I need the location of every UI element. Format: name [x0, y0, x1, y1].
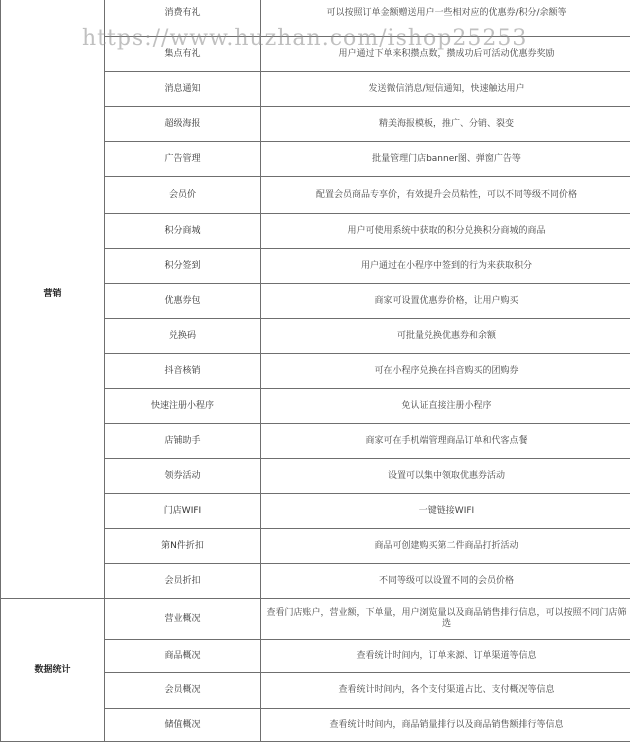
watermark: https://www.huzhan.com/ishop25253: [82, 26, 528, 51]
feature-cell: 商品概况: [105, 640, 261, 673]
feature-cell: 优惠券包: [105, 284, 261, 319]
table-row: [1, 0, 630, 37]
description-cell: 商家可设置优惠券价格，让用户购买: [261, 284, 630, 319]
feature-cell: 快速注册小程序: [105, 389, 261, 424]
description-cell: 查看统计时间内，订单来源、订单渠道等信息: [261, 640, 630, 673]
description-cell: 发送微信消息/短信通知，快速触达用户: [261, 72, 630, 107]
table-row: [1, 599, 630, 640]
description-cell: 商品可创建购买第二件商品打折活动: [261, 529, 630, 564]
description-cell: 精美海报模板，推广、分销、裂变: [261, 107, 630, 142]
feature-cell: 第N件折扣: [105, 529, 261, 564]
feature-cell: 超级海报: [105, 107, 261, 142]
feature-cell: 营业概况: [105, 599, 261, 640]
description-cell: 查看统计时间内，商品销量排行以及商品销售额排行等信息: [261, 709, 630, 742]
feature-cell: 抖音核销: [105, 354, 261, 389]
feature-cell: 会员折扣: [105, 564, 261, 599]
feature-cell: 店铺助手: [105, 424, 261, 459]
description-cell: 查看统计时间内，各个支付渠道占比、支付概况等信息: [261, 673, 630, 709]
description-cell: 可以按照订单金额赠送用户一些相对应的优惠券/积分/余额等: [261, 0, 630, 37]
feature-cell: 会员概况: [105, 673, 261, 709]
description-cell: 可在小程序兑换在抖音购买的团购券: [261, 354, 630, 389]
description-cell: 可批量兑换优惠券和余额: [261, 319, 630, 354]
description-cell: 用户通过下单来积攒点数，攒成功后可活动优惠券奖励: [261, 37, 630, 72]
feature-cell: 集点有礼: [105, 37, 261, 72]
feature-cell: 消费有礼: [105, 0, 261, 37]
description-cell: 免认证直接注册小程序: [261, 389, 630, 424]
feature-cell: 兑换码: [105, 319, 261, 354]
description-cell: 配置会员商品专享价，有效提升会员粘性，可以不同等级不同价格: [261, 177, 630, 214]
feature-table-body: [1, 0, 630, 742]
category-cell: 营销: [1, 0, 105, 599]
category-cell: 数据统计: [1, 599, 105, 742]
description-cell: 用户可使用系统中获取的积分兑换积分商城的商品: [261, 214, 630, 249]
feature-cell: 会员价: [105, 177, 261, 214]
feature-cell: 领券活动: [105, 459, 261, 494]
description-cell: 用户通过在小程序中签到的行为来获取积分: [261, 249, 630, 284]
description-cell: 商家可在手机端管理商品订单和代客点餐: [261, 424, 630, 459]
description-cell: 一键链接WIFI: [261, 494, 630, 529]
description-cell: 不同等级可以设置不同的会员价格: [261, 564, 630, 599]
feature-cell: 消息通知: [105, 72, 261, 107]
feature-cell: 积分商城: [105, 214, 261, 249]
description-cell: 查看门店账户，营业额，下单量，用户浏览量以及商品销售排行信息，可以按照不同门店筛选: [261, 599, 630, 640]
description-cell: 批量管理门店banner图、弹窗广告等: [261, 142, 630, 177]
feature-cell: 储值概况: [105, 709, 261, 742]
feature-cell: 积分签到: [105, 249, 261, 284]
feature-cell: 广告管理: [105, 142, 261, 177]
feature-cell: 门店WIFI: [105, 494, 261, 529]
description-cell: 设置可以集中领取优惠券活动: [261, 459, 630, 494]
